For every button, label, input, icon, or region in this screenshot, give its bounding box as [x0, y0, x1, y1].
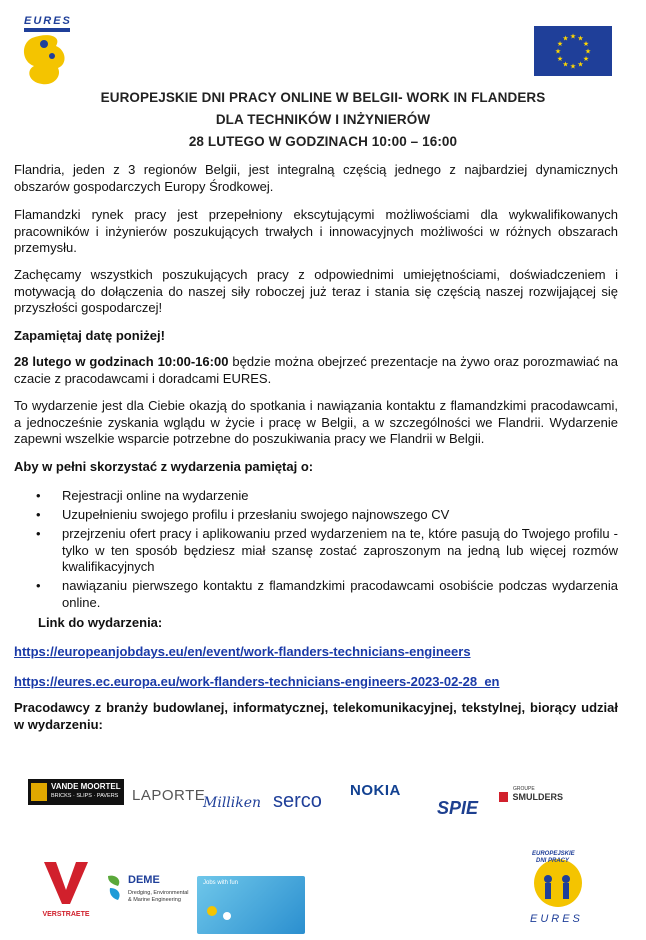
verstraete-logo — [40, 860, 92, 920]
eu-star-icon: ★ — [554, 48, 562, 56]
list-item: • Uzupełnieniu swojego profilu i przesłaniu swojego najnowszego CV — [14, 507, 618, 524]
smulders-logo — [499, 788, 563, 806]
deme-logo — [106, 872, 196, 916]
european-job-days-logo — [526, 849, 590, 929]
event-link-europeanjobdays[interactable]: https://europeanjobdays.eu/en/event/work-flanders-technicians-engineers — [14, 644, 471, 659]
ejd-line1: EUROPEJSKIE — [532, 851, 575, 857]
eu-star-icon: ★ — [556, 56, 564, 63]
tips-list — [14, 488, 618, 614]
title-line-1: EUROPEJSKIE DNI PRACY ONLINE W BELGII- WORK IN FLANDERS — [100, 90, 546, 105]
spie-logo: SPIE — [437, 798, 479, 818]
eu-star-icon: ★ — [584, 48, 592, 56]
vande-moortel-name: VANDE MOORTEL — [51, 782, 121, 791]
paragraph-opportunity: To wydarzenie jest dla Ciebie okazją do spotkania i nawiązania kontaktu z flamandzkimi pracodawcami, a jednocześnie zyskania wglądu w życie i pracę w Belgii, a w szczególności we Flandrii. Wydarzenie zapewni wszelkie wsparcie potrzebne do poszukiwania pracy we Flandrii w Belgii. — [14, 398, 618, 446]
paragraph-intro: Flandria, jeden z 3 regionów Belgii, jest integralną częścią jednego z najbardziej dynamicznych obszarów gospodarczych Europy Środkowej. — [14, 162, 618, 194]
date-bold-text: 28 lutego w godzinach 10:00-16:00 — [14, 354, 229, 369]
eu-star-icon: ★ — [577, 35, 584, 43]
paragraph-date — [14, 354, 618, 387]
eu-flag — [534, 26, 612, 76]
links-heading: Link do wydarzenia: — [38, 615, 163, 630]
eu-star-icon: ★ — [577, 61, 584, 69]
smulders-name: SMULDERS — [512, 791, 563, 802]
deme-sub1: Dredging, Environmental — [128, 890, 189, 896]
ejd-line2: DNI PRACY — [536, 858, 570, 864]
list-item: • przejrzeniu ofert pracy i aplikowaniu przed wydarzeniem na te, które pasują do Twojego profilu - tylko w ten sposób będziesz miał szansę zostać zaproszonym na jedną lub więcej rozmów kwalifikacyjnych — [14, 526, 618, 576]
eu-star-icon: ★ — [562, 61, 569, 69]
paragraph-encouragement: Zachęcamy wszystkich poszukujących pracy z odpowiednimi umiejętnościami, doświadczeniem i motywacją do dołączenia do naszej siły roboczej już teraz i stania się częścią naszej rozwijającej się przyszłości gospodarczej! — [14, 267, 618, 315]
serco-logo: serco — [273, 790, 322, 812]
tips-heading: Aby w pełni skorzystać z wydarzenia pamiętaj o: — [14, 459, 314, 474]
date-rest-text: będzie można obejrzeć prezentacje na żywo oraz porozmawiać na czacie z pracodawcami i doradcami EURES. — [14, 354, 618, 386]
title-line-3: 28 LUTEGO W GODZINACH 10:00 – 16:00 — [188, 134, 458, 149]
deme-sub2: & Marine Engineering — [128, 897, 181, 903]
eu-star-icon: ★ — [582, 56, 590, 63]
employers-heading: Pracodawcy z branży budowlanej, informatycznej, telekomunikacyjnej, tekstylnej, biorący udział w wydarzeniu: — [14, 700, 618, 732]
vande-moortel-logo — [28, 779, 124, 805]
eu-star-icon: ★ — [569, 63, 577, 71]
milliken-logo: Milliken — [203, 795, 262, 811]
jobs-with-fun-banner — [197, 876, 305, 934]
eu-star-icon: ★ — [582, 41, 590, 48]
ejd-eures: EURES — [530, 913, 583, 925]
nokia-logo: NOKIA — [350, 782, 401, 799]
laporte-logo: LAPORTE — [132, 787, 206, 804]
list-item: • Rejestracji online na wydarzenie — [14, 488, 618, 505]
svg-text:EURES: EURES — [24, 15, 72, 27]
deme-name: DEME — [128, 874, 160, 886]
title-line-2: DLA TECHNIKÓW I INŻYNIERÓW — [215, 112, 431, 127]
eu-star-icon: ★ — [569, 33, 577, 41]
verstraete-name: VERSTRAETE — [42, 911, 90, 918]
eu-star-icon: ★ — [562, 35, 569, 43]
vande-moortel-sub: BRICKS · SLIPS · PAVERS — [51, 793, 119, 799]
list-item: • nawiązaniu pierwszego kontaktu z flamandzkimi pracodawcami osobiście podczas wydarzenia online. — [14, 578, 618, 611]
paragraph-labor-market: Flamandzki rynek pracy jest przepełniony ekscytującymi możliwościami dla wykwalifikowanych pracowników i inżynierów poszukujących trwałych i innowacyjnych możliwości w różnych obszarach przemysłu. — [14, 207, 618, 255]
remember-date-heading: Zapamiętaj datę poniżej! — [14, 328, 165, 343]
smulders-sup: GROUPE — [513, 786, 535, 792]
verstraete-v-icon — [40, 860, 92, 906]
event-link-eures[interactable]: https://eures.ec.europa.eu/work-flanders-technicians-engineers-2023-02-28_en — [14, 674, 500, 689]
deme-leaf-icon — [106, 872, 124, 908]
eu-star-icon: ★ — [556, 41, 564, 48]
eures-logo — [18, 14, 80, 88]
jobs-with-fun-text: Jobs with fun — [203, 880, 239, 886]
